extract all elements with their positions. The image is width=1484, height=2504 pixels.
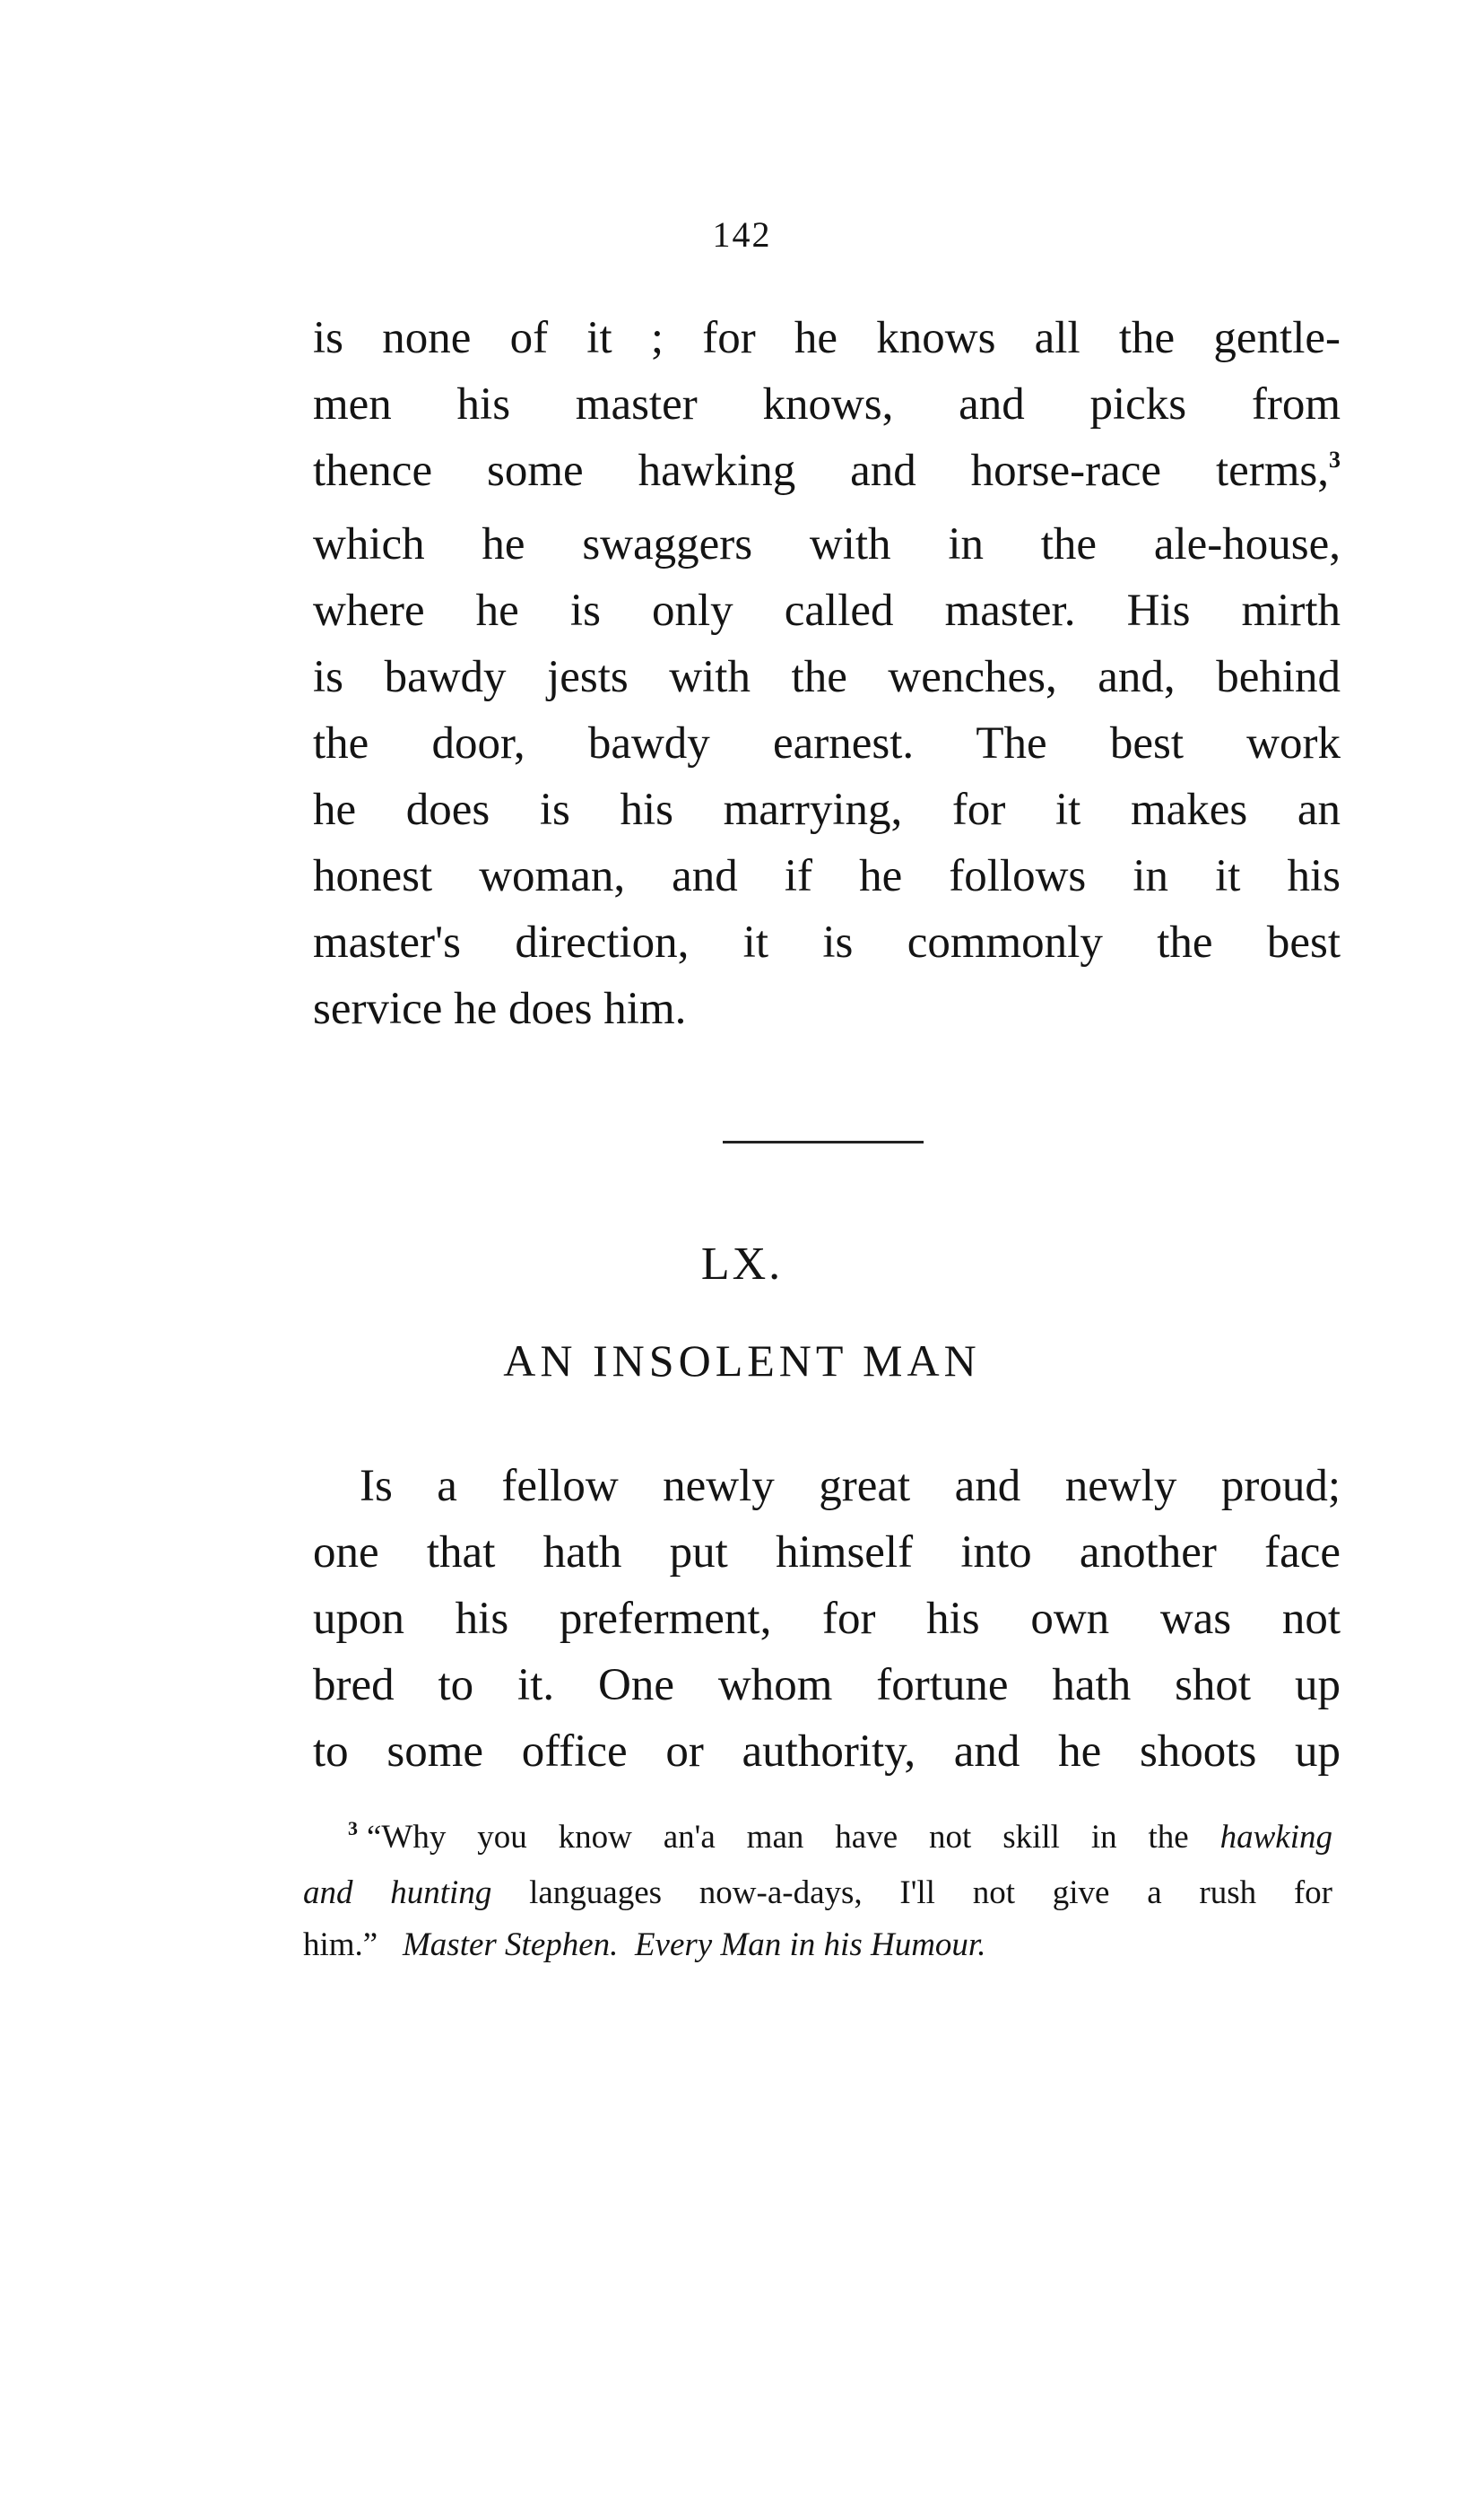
text-line: where he is only called master. His mirth xyxy=(313,586,1341,636)
text-line: is bawdy jests with the wenches, and, behind xyxy=(313,652,1341,702)
text-line: to some office or authority, and he shoots up xyxy=(313,1726,1341,1777)
text-line: upon his preferment, for his own was not xyxy=(313,1594,1341,1644)
footnote-reference: 3 xyxy=(1329,447,1341,473)
footnote-line xyxy=(303,1812,1332,1867)
text-line: one that hath put himself into another face xyxy=(313,1527,1341,1578)
text-line: master's direction, it is commonly the best xyxy=(313,917,1341,968)
section-divider xyxy=(723,1141,924,1143)
footnote-speaker: Master Stephen. xyxy=(402,1926,619,1963)
chapter-paragraph xyxy=(313,1453,1341,1785)
text-line xyxy=(313,438,1341,511)
text-line-content: thence some hawking and horse-race terms, xyxy=(313,446,1329,496)
footnote-source: Every Man in his Humour. xyxy=(634,1926,986,1963)
footnote xyxy=(303,1812,1332,1971)
text-line: service he does him. xyxy=(313,984,687,1034)
chapter-title: AN INSOLENT MAN xyxy=(503,1335,981,1386)
footnote-text: languages now-a-days, I'll not give a rush for xyxy=(491,1874,1333,1911)
text-line: honest woman, and if he follows in it his xyxy=(313,851,1341,901)
footnote-italic: and hunting xyxy=(303,1874,492,1911)
footnote-italic: hawking xyxy=(1219,1819,1332,1856)
footnote-line xyxy=(303,1867,1332,1919)
text-line: Is a fellow newly great and newly proud; xyxy=(360,1461,1341,1511)
page-number: 142 xyxy=(712,214,772,255)
continuing-paragraph xyxy=(313,305,1341,1042)
chapter-number: LX. xyxy=(700,1239,784,1290)
text-line: he does is his marrying, for it makes an xyxy=(313,785,1341,835)
text-line: men his master knows, and picks from xyxy=(313,379,1341,430)
footnote-mark: 3 xyxy=(348,1817,358,1839)
text-line: the door, bawdy earnest. The best work xyxy=(313,718,1341,769)
footnote-text: him.” xyxy=(303,1926,386,1963)
footnote-line xyxy=(303,1919,1332,1971)
text-line: which he swaggers with in the ale-house, xyxy=(313,519,1341,569)
footnote-text: “Why you know an'a man have not skill in the xyxy=(367,1819,1220,1856)
text-line: bred to it. One whom fortune hath shot up xyxy=(313,1660,1341,1710)
text-line: is none of it ; for he knows all the gentle- xyxy=(313,313,1341,363)
